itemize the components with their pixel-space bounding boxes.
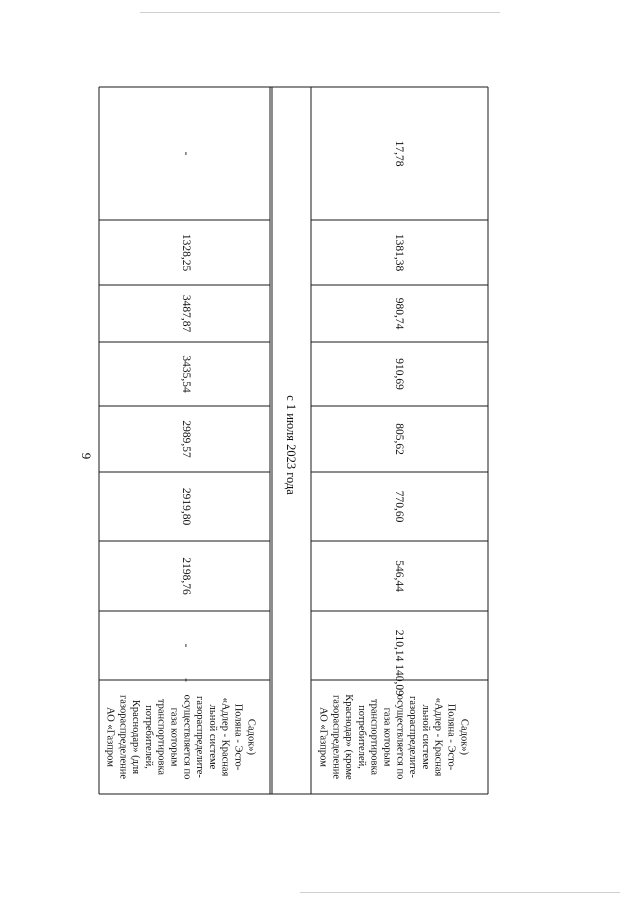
row1-label-line-10: Поляна - Эсто-: [232, 703, 244, 771]
row2-value-8: 17,78: [393, 140, 405, 167]
row1-label-line-7: газораспределите-: [194, 696, 206, 778]
row2-value-1: 210,14: [393, 629, 405, 662]
row1-label-line-4: транспортировка: [155, 698, 167, 776]
row2-value-0: 140,09: [393, 664, 405, 696]
row1-value-0: -: [180, 678, 192, 682]
row2-value-6: 980,74: [393, 297, 405, 330]
row2-value-2: 546,44: [393, 560, 405, 592]
row2-label-line-2: Краснодар» (кроме: [343, 694, 355, 780]
row1-value-2: 2198,76: [180, 557, 192, 595]
row2-label-line-0: АО «Газпром: [317, 707, 329, 767]
row2-label-line-9: «Адлер - Красная: [432, 697, 444, 777]
row2-label-line-1: газораспределение: [330, 694, 342, 780]
row2-value-5: 910,69: [393, 358, 405, 390]
row2-label-line-5: газа которым: [381, 707, 393, 767]
row1-value-8: -: [180, 151, 192, 156]
page-number: 9: [79, 452, 94, 460]
row2-label-line-11: Садок»): [458, 718, 470, 756]
row1-value-3: 2919,80: [180, 487, 192, 526]
row1-value-1: -: [180, 643, 192, 648]
row1-value-7: 1328,25: [180, 233, 192, 272]
row2-label-line-4: транспортировка: [368, 698, 380, 776]
row2-value-3: 770,60: [393, 490, 405, 523]
row1-label-line-8: льной системе: [206, 704, 218, 770]
row2-label-line-10: Поляна - Эсто-: [445, 703, 457, 771]
row1-label-line-5: газа которым: [168, 707, 180, 767]
section-header: с 1 июля 2023 года: [284, 395, 298, 495]
row2-label-line-8: льной системе: [419, 704, 431, 770]
table-text: [105, 141, 470, 781]
row1-label-line-9: «Адлер - Красная: [219, 697, 231, 777]
row2-value-4: 805,62: [393, 423, 405, 455]
row1-label-line-0: АО «Газпром: [104, 707, 116, 767]
row2-label-line-3: потребителей,: [355, 705, 367, 769]
row2-label-line-6: осуществляется по: [394, 694, 406, 780]
row1-label-line-2: Краснодар» (для: [130, 699, 142, 775]
row1-label-line-6: осуществляется по: [181, 694, 193, 780]
row1-label-line-11: Садок»): [245, 718, 257, 756]
row1-label-line-3: потребителей,: [142, 705, 154, 769]
row2-value-7: 1381,38: [393, 233, 405, 272]
row1-value-6: 3487,87: [180, 294, 192, 333]
row1-value-4: 2989,57: [180, 420, 192, 458]
row1-label-line-1: газораспределение: [117, 694, 129, 780]
row1-value-5: 3435,54: [180, 355, 192, 393]
row2-label-line-7: газораспределите-: [407, 696, 419, 778]
